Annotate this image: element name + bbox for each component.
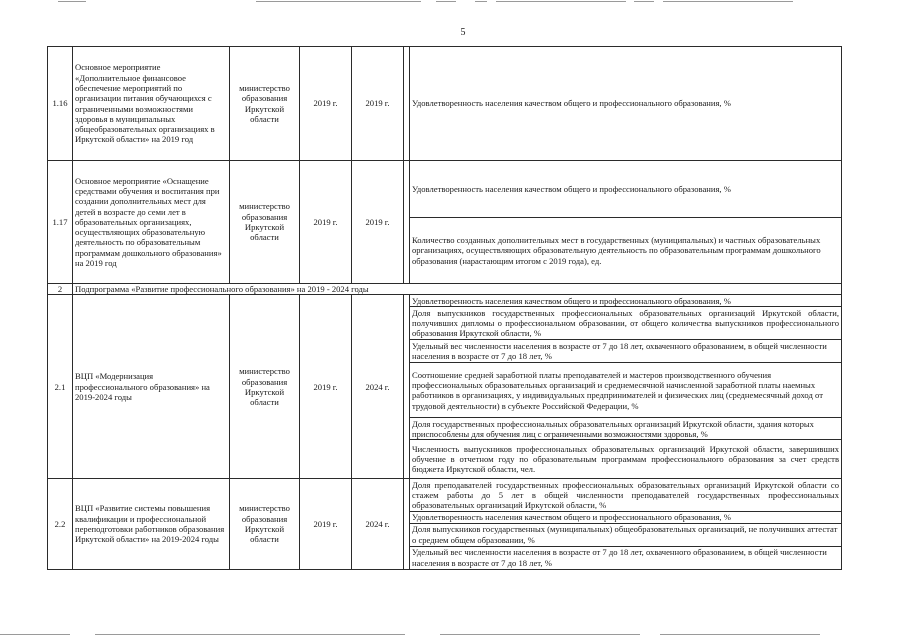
measure-name: ВЦП «Модернизация профессионального образования» на 2019-2024 годы	[73, 295, 230, 479]
start-year: 2019 г.	[300, 479, 352, 569]
end-year: 2024 г.	[352, 295, 404, 479]
end-year: 2019 г.	[352, 161, 404, 284]
end-year: 2024 г.	[352, 479, 404, 569]
table-row	[48, 47, 842, 161]
start-year: 2019 г.	[300, 295, 352, 479]
page-number: 5	[460, 27, 466, 38]
executor: министерство образования Иркутской области	[230, 479, 300, 569]
table-row	[48, 295, 842, 307]
indicator: Доля государственных профессиональных образовательных организаций Иркутской области, здания которых приспособлены для обучения лиц с ограниченными возможностями здоровья, %	[410, 418, 842, 440]
indicator: Удовлетворенность населения качеством общего и профессионального образования, %	[410, 295, 842, 307]
section-row	[48, 284, 842, 295]
executor: министерство образования Иркутской области	[230, 161, 300, 284]
table-row	[48, 479, 842, 512]
indicator: Удельный вес численности населения в возрасте от 7 до 18 лет, охваченного образованием, в общей численности населения в возрасте от 7 до 18 лет, %	[410, 340, 842, 363]
end-year: 2019 г.	[352, 47, 404, 161]
scan-top-edge	[0, 0, 905, 4]
program-measures-table	[47, 46, 842, 570]
start-year: 2019 г.	[300, 161, 352, 284]
indicator: Доля выпускников государственных профессиональных образовательных организаций Иркутской области, получивших дипломы о профессиональном образовании, от общего количества выпускников профессионального образования Иркутской области, %	[410, 307, 842, 340]
measure-name: Основное мероприятие «Дополнительное финансовое обеспечение мероприятий по организации питания обучающихся с ограниченными возможностями здоровья в муниципальных общеобразовательных организациях в Иркутской области» на 2019 год	[73, 47, 230, 161]
table-row	[48, 161, 842, 218]
row-number: 1.16	[48, 47, 73, 161]
indicator: Количество созданных дополнительных мест в государственных (муниципальных) и частных образовательных организациях, осуществляющих образовательную деятельность по образовательным программам дошкольного образования (нарастающим итогом с 2019 года), ед.	[410, 218, 842, 284]
scan-bottom-edge	[0, 633, 905, 637]
start-year: 2019 г.	[300, 47, 352, 161]
indicator: Удовлетворенность населения качеством общего и профессионального образования, %	[410, 47, 842, 161]
section-title: Подпрограмма «Развитие профессионального образования» на 2019 - 2024 годы	[73, 284, 842, 295]
indicator: Удовлетворенность населения качеством общего и профессионального образования, %	[410, 161, 842, 218]
indicator: Удовлетворенность населения качеством общего и профессионального образования, %	[410, 512, 842, 523]
row-number: 2.1	[48, 295, 73, 479]
executor: министерство образования Иркутской области	[230, 47, 300, 161]
executor: министерство образования Иркутской области	[230, 295, 300, 479]
measure-name: Основное мероприятие «Оснащение средствами обучения и воспитания при создании дополнительных мест для детей в возрасте до семи лет в образовательных организациях, осуществляющих образовательную деятельность по образовательным программам дошкольного образования» на 2019 год	[73, 161, 230, 284]
measure-name: ВЦП «Развитие системы повышения квалификации и профессиональной переподготовки работников образования Иркутской области» на 2019-2024 годы	[73, 479, 230, 569]
indicator: Удельный вес численности населения в возрасте от 7 до 18 лет, охваченного образованием, в общей численности населения в возрасте от 7 до 18 лет, %	[410, 546, 842, 569]
indicator: Численность выпускников профессиональных образовательных организаций Иркутской области, завершивших обучение в отчетном году по образовательным программам профессионального образования за счет средств бюджета Иркутской области, чел.	[410, 440, 842, 479]
indicator: Доля преподавателей государственных профессиональных образовательных организаций Иркутской области со стажем работы до 5 лет в общей численности преподавателей государственных профессиональных образовательных организаций Иркутской области, %	[410, 479, 842, 512]
indicator: Соотношение средней заработной платы преподавателей и мастеров производственного обучения профессиональных образовательных организаций и среднемесячной начисленной заработной платы наемных работников в организациях, у индивидуальных предпринимателей и физических лиц (среднемесячный доход от трудовой деятельности) в субъекте Российской Федерации, %	[410, 363, 842, 418]
row-number: 2.2	[48, 479, 73, 569]
row-number: 1.17	[48, 161, 73, 284]
indicator: Доля выпускников государственных (муниципальных) общеобразовательных организаций, не получивших аттестат о среднем общем образовании, %	[410, 523, 842, 546]
section-number: 2	[48, 284, 73, 295]
